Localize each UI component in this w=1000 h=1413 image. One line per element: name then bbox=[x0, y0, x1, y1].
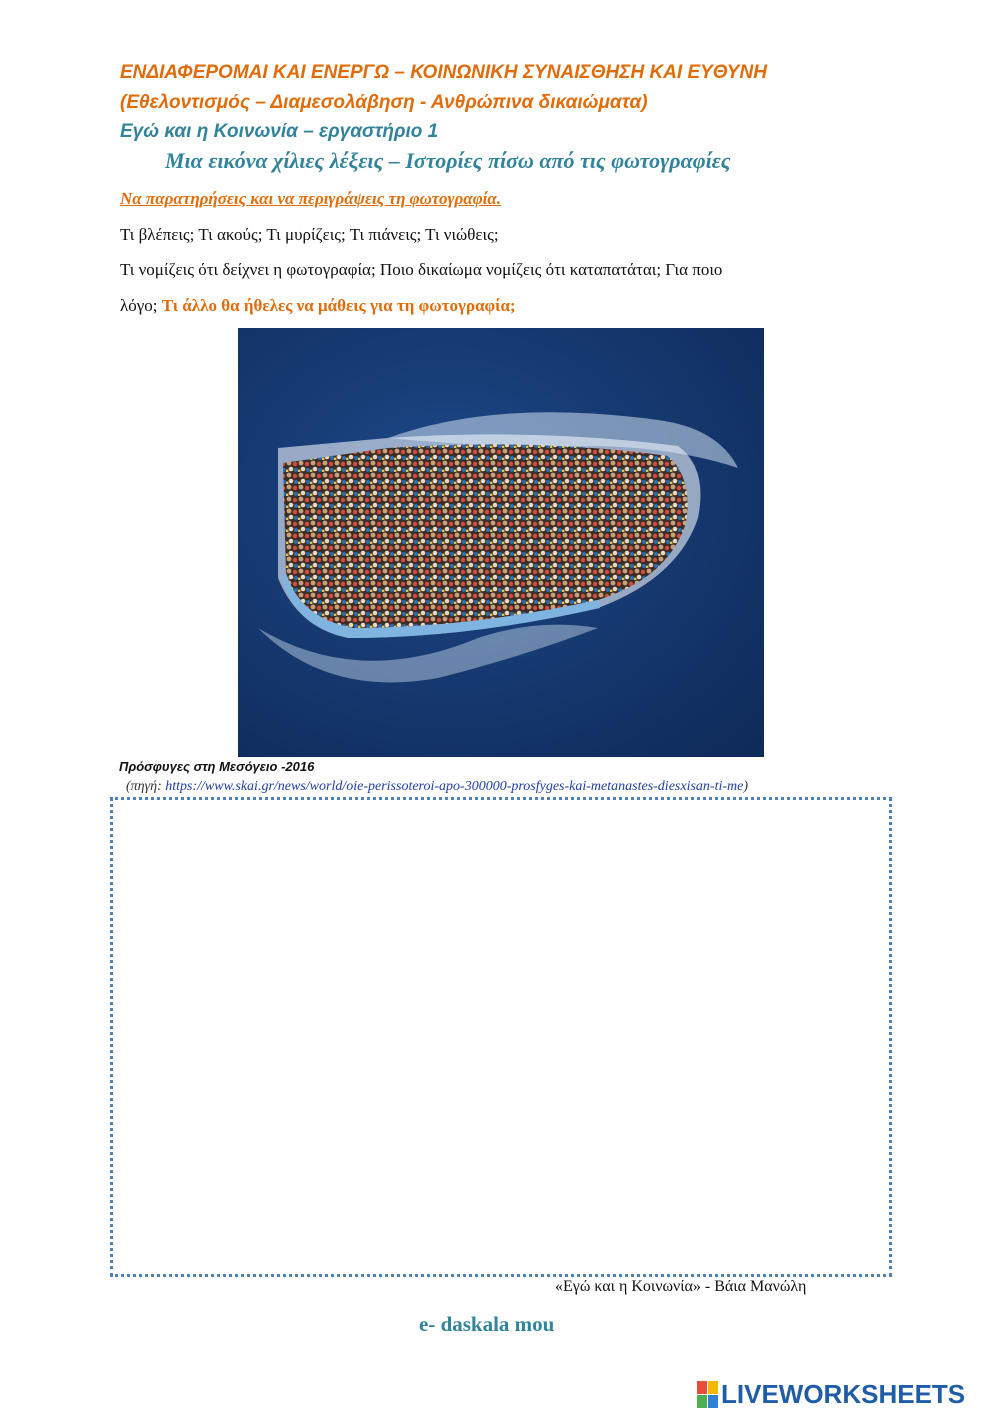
logo-tile-3 bbox=[697, 1395, 707, 1408]
answer-text-box[interactable] bbox=[110, 797, 892, 1277]
logo-tile-4 bbox=[708, 1395, 718, 1408]
logo-text: LIVEWORKSHEETS bbox=[721, 1378, 966, 1409]
refugee-boat-photo bbox=[238, 328, 764, 757]
worksheet-subtitle: (Εθελοντισμός – Διαμεσολάβηση - Ανθρώπινα δικαιώματα) bbox=[120, 92, 648, 113]
author-credit: «Εγώ και η Κοινωνία» - Βάια Μανώλη bbox=[555, 1278, 807, 1295]
source-prefix: (πηγή: bbox=[126, 779, 162, 794]
logo-tile-2 bbox=[708, 1381, 718, 1394]
workshop-title: Εγώ και η Κοινωνία – εργαστήριο 1 bbox=[120, 121, 439, 142]
question-line-3-highlight: Τι άλλο θα ήθελες να μάθεις για τη φωτογραφία; bbox=[161, 296, 516, 315]
logo-tiles-icon bbox=[697, 1381, 718, 1408]
photo-source bbox=[126, 779, 748, 795]
boat-illustration bbox=[238, 328, 764, 757]
theme-title: Μια εικόνα χίλιες λέξεις – Ιστορίες πίσω από τις φωτογραφίες bbox=[165, 148, 731, 173]
question-line-1: Τι βλέπεις; Τι ακούς; Τι μυρίζεις; Τι πιάνεις; Τι νιώθεις; bbox=[120, 225, 499, 244]
photo-caption: Πρόσφυγες στη Μεσόγειο -2016 bbox=[119, 759, 315, 774]
question-line-3 bbox=[120, 296, 516, 316]
liveworksheets-logo bbox=[697, 1380, 965, 1408]
source-suffix: ) bbox=[743, 779, 749, 794]
source-link[interactable]: https://www.skai.gr/news/world/oie-perissoteroi-apo-300000-prosfyges-kai-metanastes-diesxisan-ti-me bbox=[165, 779, 744, 794]
task-instruction: Να παρατηρήσεις και να περιγράψεις τη φωτογραφία. bbox=[120, 189, 502, 208]
question-line-3-start: λόγο; bbox=[120, 296, 158, 315]
footer-site-name: e- daskala mou bbox=[419, 1312, 555, 1336]
worksheet-title: ΕΝΔΙΑΦΕΡΟΜΑΙ ΚΑΙ ΕΝΕΡΓΩ – ΚΟΙΝΩΝΙΚΗ ΣΥΝΑΙΣΘΗΣΗ ΚΑΙ ΕΥΘΥΝΗ bbox=[120, 62, 767, 83]
logo-tile-1 bbox=[697, 1381, 707, 1394]
question-line-2: Τι νομίζεις ότι δείχνει η φωτογραφία; Ποιο δικαίωμα νομίζεις ότι καταπατάται; Για ποιο bbox=[120, 260, 723, 279]
